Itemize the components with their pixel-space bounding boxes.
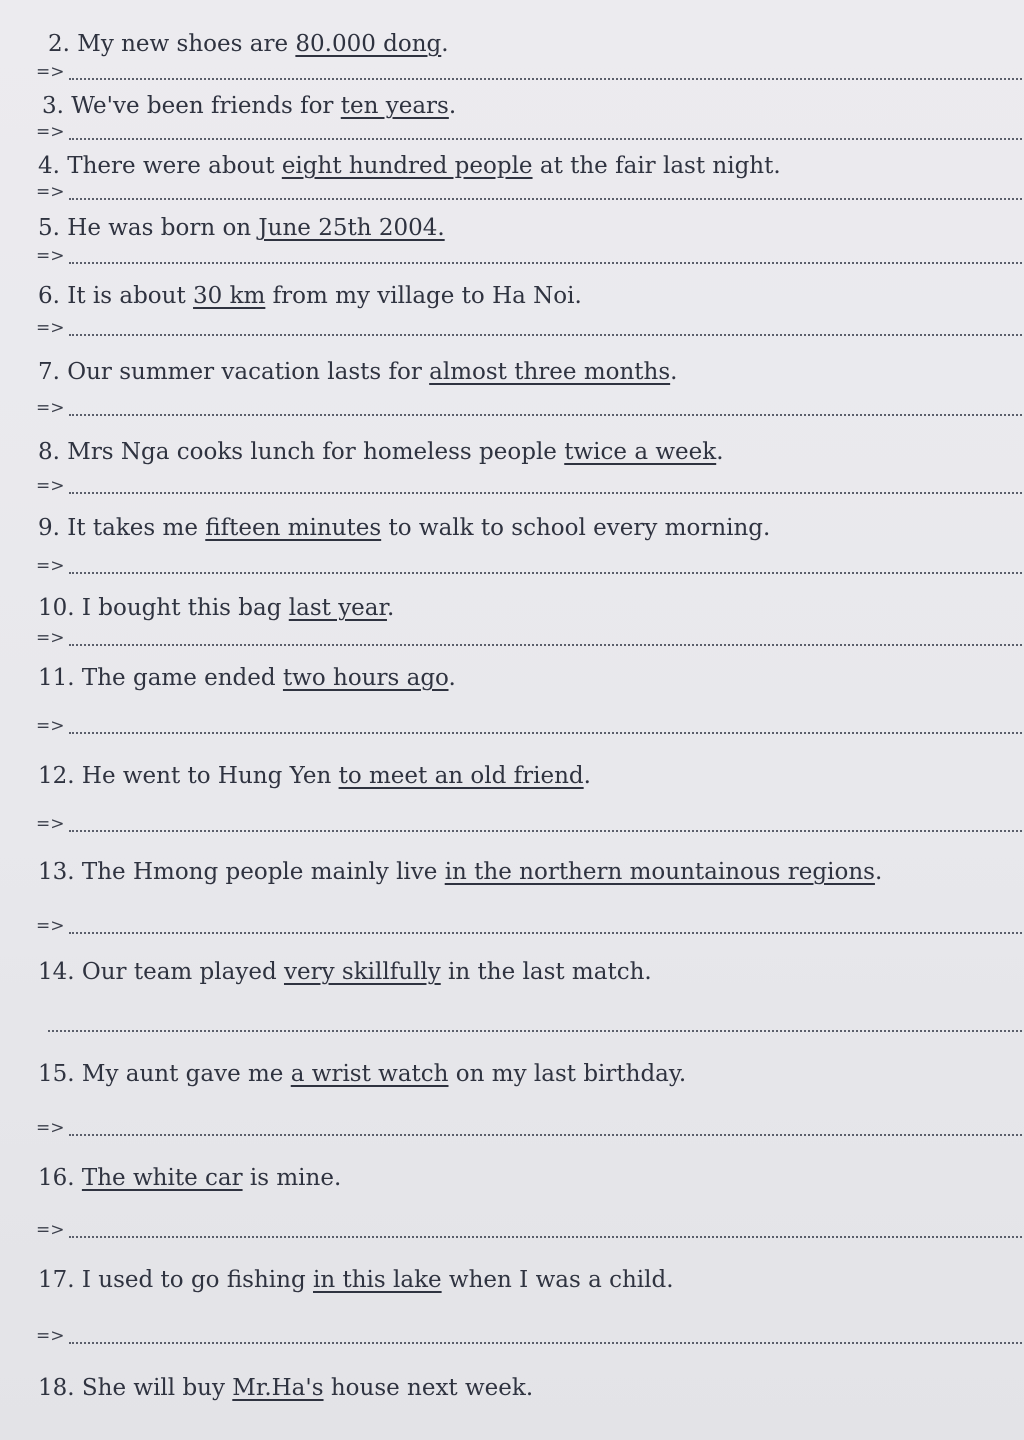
question-underlined-phrase: almost three months xyxy=(429,359,671,385)
question-underlined-phrase: eight hundred people xyxy=(281,153,533,179)
answer-dotted-line xyxy=(69,1342,1023,1344)
question-text-after: house next week. xyxy=(323,1375,534,1401)
question-text-before: It is about xyxy=(67,283,194,309)
question-text-before: My new shoes are xyxy=(77,31,296,57)
question-9 xyxy=(38,514,1018,542)
answer-line-8[interactable] xyxy=(36,474,1022,498)
question-13 xyxy=(38,858,1018,886)
question-underlined-phrase: twice a week xyxy=(564,439,717,465)
question-17 xyxy=(38,1266,1018,1294)
question-text-before: My aunt gave me xyxy=(81,1061,291,1087)
question-underlined-phrase: last year xyxy=(288,595,387,621)
answer-dotted-line xyxy=(69,932,1023,934)
question-underlined-phrase: ten years xyxy=(340,93,449,119)
question-3 xyxy=(42,92,1022,120)
question-number: 18. xyxy=(38,1375,75,1401)
question-4 xyxy=(38,152,1018,180)
answer-line-13[interactable] xyxy=(36,914,1022,938)
question-text-after: to walk to school every morning. xyxy=(381,515,771,541)
answer-arrow: => xyxy=(36,318,65,338)
question-text-before: There were about xyxy=(67,153,282,179)
answer-arrow: => xyxy=(36,628,65,648)
answer-arrow: => xyxy=(36,246,65,266)
question-underlined-phrase: June 25th 2004. xyxy=(258,215,445,241)
question-underlined-phrase: a wrist watch xyxy=(290,1061,449,1087)
question-number: 5. xyxy=(38,215,60,241)
question-number: 7. xyxy=(38,359,60,385)
answer-line-9[interactable] xyxy=(36,554,1022,578)
question-15 xyxy=(38,1060,1018,1088)
answer-dotted-line xyxy=(69,1134,1023,1136)
question-text-after: is mine. xyxy=(242,1165,342,1191)
question-text-before: She will buy xyxy=(81,1375,233,1401)
question-underlined-phrase: The white car xyxy=(81,1165,243,1191)
answer-dotted-line xyxy=(69,78,1023,80)
question-text-after: at the fair last night. xyxy=(532,153,781,179)
question-text-before: The game ended xyxy=(81,665,283,691)
question-underlined-phrase: fifteen minutes xyxy=(205,515,382,541)
answer-arrow: => xyxy=(36,1326,65,1346)
answer-arrow: => xyxy=(36,62,65,82)
question-14 xyxy=(38,958,1018,986)
question-number: 11. xyxy=(38,665,75,691)
question-number: 13. xyxy=(38,859,75,885)
question-number: 15. xyxy=(38,1061,75,1087)
question-underlined-phrase: very skillfully xyxy=(283,959,441,985)
answer-dotted-line xyxy=(69,644,1023,646)
question-number: 8. xyxy=(38,439,60,465)
answer-arrow: => xyxy=(36,398,65,418)
question-text-after: from my village to Ha Noi. xyxy=(265,283,582,309)
answer-dotted-line xyxy=(69,732,1023,734)
answer-line-12[interactable] xyxy=(36,812,1022,836)
answer-line-15[interactable] xyxy=(36,1116,1022,1140)
answer-line-5[interactable] xyxy=(36,244,1022,268)
question-underlined-phrase: in the northern mountainous regions xyxy=(444,859,875,885)
question-underlined-phrase: to meet an old friend xyxy=(338,763,584,789)
question-7 xyxy=(38,358,1018,386)
question-6 xyxy=(38,282,1018,310)
answer-arrow: => xyxy=(36,556,65,576)
answer-line-7[interactable] xyxy=(36,396,1022,420)
answer-arrow: => xyxy=(36,716,65,736)
question-text-before: Mrs Nga cooks lunch for homeless people xyxy=(67,439,565,465)
question-2 xyxy=(48,30,1024,58)
answer-line-10[interactable] xyxy=(36,626,1022,650)
answer-arrow: => xyxy=(36,814,65,834)
question-text-after: . xyxy=(716,439,724,465)
answer-dotted-line xyxy=(69,572,1023,574)
answer-dotted-line xyxy=(69,262,1023,264)
answer-line-14[interactable] xyxy=(36,1012,1022,1036)
answer-dotted-line xyxy=(69,334,1023,336)
question-text-after: . xyxy=(386,595,395,621)
question-18 xyxy=(38,1374,1018,1402)
answer-dotted-line xyxy=(69,492,1023,494)
answer-line-17[interactable] xyxy=(36,1324,1022,1348)
answer-arrow: => xyxy=(36,122,65,142)
question-number: 14. xyxy=(38,959,75,985)
question-text-after: . xyxy=(448,93,457,119)
answer-line-6[interactable] xyxy=(36,316,1022,340)
question-text-before: I bought this bag xyxy=(81,595,289,621)
question-number: 17. xyxy=(38,1267,75,1293)
answer-dotted-line xyxy=(48,1030,1022,1032)
question-12 xyxy=(38,762,1018,790)
question-text-after: . xyxy=(583,763,591,789)
answer-arrow: => xyxy=(36,476,65,496)
question-text-before: He went to Hung Yen xyxy=(81,763,339,789)
question-number: 16. xyxy=(38,1165,75,1191)
question-text-after: on my last birthday. xyxy=(448,1061,687,1087)
question-text-before: I used to go fishing xyxy=(81,1267,313,1293)
answer-line-16[interactable] xyxy=(36,1218,1022,1242)
question-number: 10. xyxy=(38,595,75,621)
question-text-before: It takes me xyxy=(67,515,206,541)
question-underlined-phrase: 80.000 dong xyxy=(295,31,442,57)
question-text-after: . xyxy=(874,859,883,885)
answer-dotted-line xyxy=(69,198,1023,200)
question-number: 12. xyxy=(38,763,75,789)
question-underlined-phrase: two hours ago xyxy=(282,665,449,691)
answer-line-4[interactable] xyxy=(36,180,1022,204)
question-number: 4. xyxy=(38,153,60,179)
question-10 xyxy=(38,594,1018,622)
answer-arrow: => xyxy=(36,1220,65,1240)
question-text-before: We've been friends for xyxy=(71,93,341,119)
question-number: 2. xyxy=(48,31,70,57)
question-underlined-phrase: Mr.Ha's xyxy=(232,1375,324,1401)
answer-dotted-line xyxy=(69,138,1023,140)
question-number: 3. xyxy=(42,93,64,119)
answer-line-3[interactable] xyxy=(36,120,1022,144)
question-16 xyxy=(38,1164,1018,1192)
question-text-after: . xyxy=(441,31,449,57)
answer-line-11[interactable] xyxy=(36,714,1022,738)
question-number: 9. xyxy=(38,515,60,541)
question-text-before: Our summer vacation lasts for xyxy=(67,359,430,385)
answer-dotted-line xyxy=(69,414,1023,416)
answer-arrow: => xyxy=(36,182,65,202)
answer-dotted-line xyxy=(69,1236,1023,1238)
question-11 xyxy=(38,664,1018,692)
answer-dotted-line xyxy=(69,830,1023,832)
question-text-before: The Hmong people mainly live xyxy=(81,859,445,885)
question-text-after: . xyxy=(670,359,678,385)
question-5 xyxy=(38,214,1018,242)
question-8 xyxy=(38,438,1018,466)
answer-arrow: => xyxy=(36,916,65,936)
question-underlined-phrase: in this lake xyxy=(313,1267,442,1293)
question-text-before: Our team played xyxy=(81,959,284,985)
question-number: 6. xyxy=(38,283,60,309)
question-underlined-phrase: 30 km xyxy=(193,283,266,309)
question-text-after: . xyxy=(448,665,456,691)
question-text-after: in the last match. xyxy=(440,959,652,985)
answer-arrow: => xyxy=(36,1118,65,1138)
question-text-after: when I was a child. xyxy=(441,1267,674,1293)
question-text-before: He was born on xyxy=(67,215,259,241)
answer-line-2[interactable] xyxy=(36,60,1022,84)
